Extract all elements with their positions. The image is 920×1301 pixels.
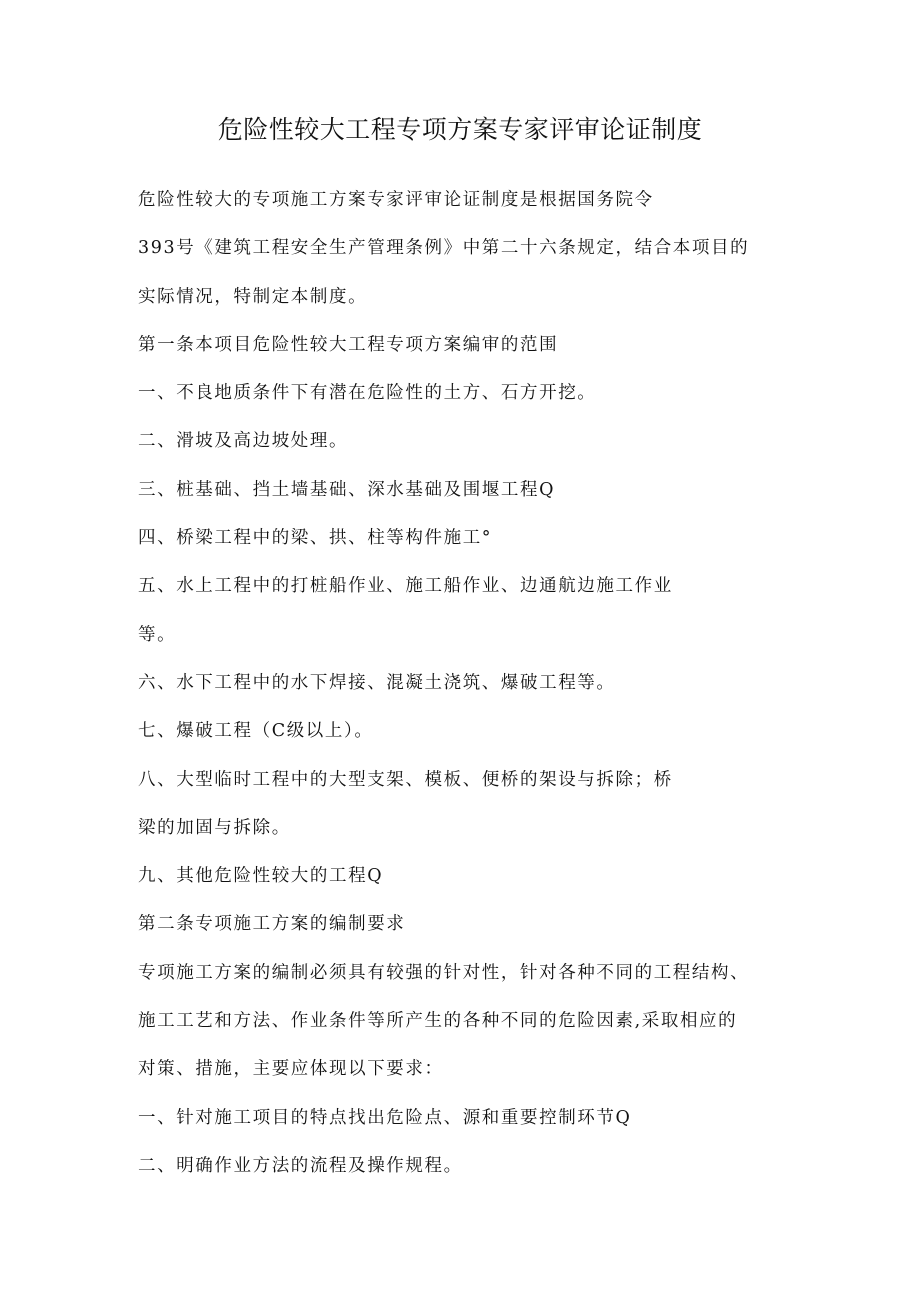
body-line: 实际情况，特制定本制度。 (138, 286, 368, 307)
list-item: 七、爆破工程（C级以上）。 (138, 721, 374, 742)
document-title: 危险性较大工程专项方案专家评审论证制度 (217, 115, 703, 144)
list-item: 一、不良地质条件下有潜在危险性的土方、石方开挖。 (138, 383, 597, 404)
list-item: 五、水上工程中的打桩船作业、施工船作业、边通航边施工作业 (138, 576, 673, 597)
section-heading-article-1: 第一条本项目危险性较大工程专项方案编审的范围 (138, 334, 559, 355)
list-item: 八、大型临时工程中的大型支架、模板、便桥的架设与拆除；桥 (138, 769, 673, 790)
list-item: 三、桩基础、挡土墙基础、深水基础及围堰工程Q (138, 479, 556, 500)
body-line: 393号《建筑工程安全生产管理条例》中第二十六条规定，结合本项目的 (138, 238, 750, 259)
list-item: 四、桥梁工程中的梁、拱、柱等构件施工° (138, 528, 493, 549)
list-item: 一、针对施工项目的特点找出危险点、源和重要控制环节Q (138, 1107, 632, 1128)
body-line: 专项施工方案的编制必须具有较强的针对性，针对各种不同的工程结构、 (138, 962, 750, 983)
body-line: 危险性较大的专项施工方案专家评审论证制度是根据国务院令 (138, 190, 654, 210)
list-item-continuation: 梁的加固与拆除。 (138, 817, 291, 838)
document-body (138, 176, 788, 1190)
list-item: 九、其他危险性较大的工程Q (138, 866, 384, 887)
list-item-continuation: 等。 (138, 624, 177, 645)
list-item: 六、水下工程中的水下焊接、混凝土浇筑、爆破工程等。 (138, 672, 616, 693)
body-line: 对策、措施，主要应体现以下要求： (138, 1059, 444, 1080)
list-item: 二、滑坡及高边坡处理。 (138, 431, 349, 452)
list-item: 二、明确作业方法的流程及操作规程。 (138, 1155, 463, 1176)
body-line: 施工工艺和方法、作业条件等所产生的各种不同的危险因素,采取相应的 (138, 1011, 738, 1032)
section-heading-article-2: 第二条专项施工方案的编制要求 (138, 914, 406, 935)
